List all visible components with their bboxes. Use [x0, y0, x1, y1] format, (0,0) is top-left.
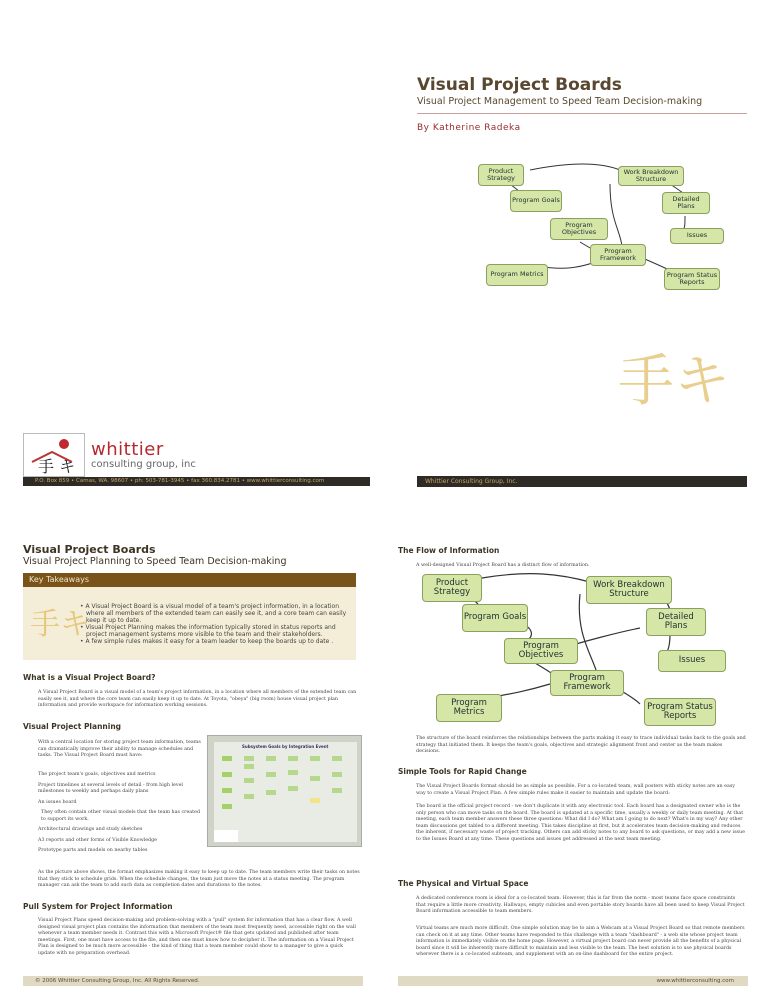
cover-flow-diagram [470, 160, 750, 300]
flow-box-program-goals: Program Goals [462, 604, 528, 632]
list-item: Prototype parts and models on nearby tables [38, 848, 148, 853]
article-subtitle: Visual Project Planning to Speed Team Decision-making [23, 556, 287, 567]
sticky-note [222, 788, 232, 793]
website-footer: www.whittierconsulting.com [398, 976, 748, 986]
flow-heading: The Flow of Information [398, 546, 500, 555]
sticky-note [266, 772, 276, 777]
flow-box-product-strategy: Product Strategy [422, 574, 482, 602]
flow-after: The structure of the board reinforces the relationships between the parts making it easy to trace individual tasks back to the goals and strategy that initiated them. It keeps the team's goals, objectives and strategic alignment front and center as the team makes decisions. [416, 736, 746, 754]
flow-diagram [400, 572, 747, 730]
flow-box-detailed-plans: Detailed Plans [646, 608, 706, 636]
kanji-logo-icon [24, 434, 86, 478]
sticky-note [244, 794, 254, 799]
cover-footer: Whittier Consulting Group, Inc. [417, 476, 747, 487]
list-item: Architectural drawings and study sketches [38, 827, 143, 832]
cover-box-work-breakdown: Work Breakdown Structure [618, 166, 684, 186]
cover-title: Visual Project Boards [417, 75, 622, 95]
flow-box-program-framework: Program Framework [550, 670, 624, 696]
pull-system-body: Visual Project Plans speed decision-making and problem-solving with a "pull" system for information that has a clear flow. A well designed visual project plan contains the information that members of the team most frequently need, accessible right on the wall whenever a team member needs it. Contrast this with a Microsoft Project® file that gets updated and published after team meetings. First, one must have access to the file, and then one must know how to decipher it. The information on a Visual Project Plan is designed to be much more accessible - the kind of thing that a team member could show to a manager to give a quick update with no preparation overhead. [38, 918, 356, 956]
takeaway-item: • Visual Project Planning makes the information typically stored in status reports and project management systems more visible to the team and their stakeholders. [80, 624, 336, 638]
kanji-decoration-icon [618, 340, 728, 431]
cover-box-product-strategy: Product Strategy [478, 164, 524, 186]
key-takeaways-header: Key Takeaways [23, 573, 356, 587]
sticky-note [244, 778, 254, 783]
copyright-footer: © 2006 Whittier Consulting Group, Inc. All Rights Reserved. [23, 976, 363, 986]
company-name: whittier [91, 439, 164, 460]
key-takeaways-list [80, 603, 352, 645]
key-takeaways-kanji-icon [30, 602, 90, 650]
flow-intro: A well-designed Visual Project Board has a distinct flow of information. [416, 563, 590, 568]
company-logo [23, 433, 85, 477]
address-bar: P.O. Box 859 • Camas, WA. 98607 • ph: 503-781-3945 • fax 360.834.2781 • www.whittierconsulting.com [23, 477, 370, 486]
cover-box-program-metrics: Program Metrics [486, 264, 548, 286]
what-is-body: A Visual Project Board is a visual model of a team's project information, in a location where all members of the extended team can easily see it, and where the core team can easily keep it up to date. At Toyota, "obeya" (big room) house visual project plan information and provide workspace for information working sessions. [38, 690, 357, 708]
cover-divider [417, 113, 747, 114]
sticky-note [266, 790, 276, 795]
sticky-note [244, 756, 254, 761]
sticky-note [266, 756, 276, 761]
sticky-note [310, 776, 320, 781]
board-photo [207, 735, 362, 847]
list-item: Project timelines at several levels of detail - from high level milestones to weekly and perhaps daily plans [38, 782, 183, 794]
cover-box-status-reports: Program Status Reports [664, 268, 720, 290]
physical-virtual-heading: The Physical and Virtual Space [398, 879, 529, 888]
list-item: The project team's goals, objectives and metrics [38, 772, 156, 777]
sticky-note [288, 786, 298, 791]
kanji-watermark-icon [618, 340, 728, 420]
sticky-note [310, 798, 320, 803]
cover-box-issues: Issues [670, 228, 724, 244]
flow-box-work-breakdown: Work Breakdown Structure [586, 576, 672, 604]
article-title: Visual Project Boards [23, 543, 156, 556]
sticky-note [244, 764, 254, 769]
flow-box-program-metrics: Program Metrics [436, 694, 502, 722]
svg-text:手キ: 手キ [30, 607, 90, 642]
board-photo-logo [214, 830, 238, 842]
cover-author: By Katherine Radeka [417, 123, 521, 133]
company-subtitle: consulting group, inc [91, 459, 196, 470]
sticky-note [288, 770, 298, 775]
visual-planning-list [38, 772, 204, 855]
list-item: An issues board [38, 799, 77, 805]
sticky-note [332, 788, 342, 793]
what-is-heading: What is a Visual Project Board? [23, 673, 156, 682]
sticky-note [222, 804, 232, 809]
svg-text:手キ: 手キ [618, 349, 730, 414]
board-photo-wall [214, 742, 357, 842]
visual-planning-intro: With a central location for storing project team information, teams can dramatically improve their ability to manage schedules and tasks. The Visual Project Board must have: [38, 740, 201, 758]
cover-subtitle: Visual Project Management to Speed Team Decision-making [417, 96, 703, 107]
board-photo-title: Subsystem Goals by Integration Event [242, 744, 329, 749]
sticky-note [310, 756, 320, 761]
takeaway-item: • A few simple rules makes it easy for a team leader to keep the boards up to date . [80, 638, 334, 645]
pull-system-heading: Pull System for Project Information [23, 902, 173, 911]
visual-planning-after: As the picture above shows, the format emphasizes making it easy to keep up to date. The team members write their tasks on notes that they stick to schedule grids. When the schedule changes, the team just move the notes at a status meeting. The program manager can ask the team to add such data as completion dates and durations to the notes. [38, 870, 360, 888]
sticky-note [332, 772, 342, 777]
visual-planning-heading: Visual Project Planning [23, 722, 122, 731]
list-item: They often contain other visual models that the team has created to support its work. [41, 810, 201, 822]
cover-box-program-objectives: Program Objectives [550, 218, 608, 240]
simple-tools-heading: Simple Tools for Rapid Change [398, 767, 527, 776]
flow-box-status-reports: Program Status Reports [644, 698, 716, 726]
simple-tools-p2: The board is the official project record - we don't duplicate it with any electronic tool. Each board has a designated owner who is the only person who can move tasks on the board. The board is updated at a specific time, usually a weekly or daily team meeting. At that meeting, each team member answers these three questions: What did I do? What am I going to do next? What's in my way? Any other team discussions get tabled to a different meeting. This takes discipline at first, but it accelerates team decision-making and reduces the inherent, if necessary waste of project tracking. Others can add sticky notes to any board to ask questions, or may add a new issue to the Issues Board at any time. These questions and issues get addressed at the next team meeting. [416, 804, 745, 842]
sticky-note [332, 756, 342, 761]
takeaway-item: • A Visual Project Board is a visual model of a team's project information, in a location where all members of the extended team can easily see it, and a core team can easily keep it up to date. [80, 603, 347, 624]
sticky-note [222, 756, 232, 761]
cover-box-program-framework: Program Framework [590, 244, 646, 266]
flow-box-program-objectives: Program Objectives [504, 638, 578, 664]
cover-box-detailed-plans: Detailed Plans [662, 192, 710, 214]
list-item: A3 reports and other forms of Visible Knowledge [38, 837, 158, 843]
simple-tools-p1: The Visual Project Boards format should be as simple as possible. For a co-located team, wall posters with sticky notes are an easy way to create a Visual Project Plan. A few simple rules make it easier to maintain and update the board: [416, 784, 736, 796]
kanji-small-icon [30, 602, 90, 642]
physical-virtual-p1: A dedicated conference room is ideal for a co-located team. However, this is far from the norm - most teams face space constraints that require a little more creativity. Hallways, empty cubicles and even portable story boards have all been used to keep Visual Project Board information accessible to team members. [416, 896, 745, 914]
flow-box-issues: Issues [658, 650, 726, 672]
svg-text:手 キ: 手 キ [38, 457, 76, 476]
physical-virtual-p2: Virtual teams are much more difficult. One simple solution may be to aim a Webcam at a Visual Project Board so that remote members can check on it at any time. Other teams have responded to this challenge with a team "dashboard" - a web site whose project team information is immediately visible on the home page. However, a virtual project board can never provide all the benefits of a physical board since it will be inherently more difficult to maintain and less visible to the team. The best solution is to use physical boards wherever there is a co-located subteam, and supplement with an on-line dashboard for the entire project. [416, 926, 745, 957]
sticky-note [288, 756, 298, 761]
sticky-note [222, 772, 232, 777]
cover-box-program-goals: Program Goals [510, 190, 562, 212]
